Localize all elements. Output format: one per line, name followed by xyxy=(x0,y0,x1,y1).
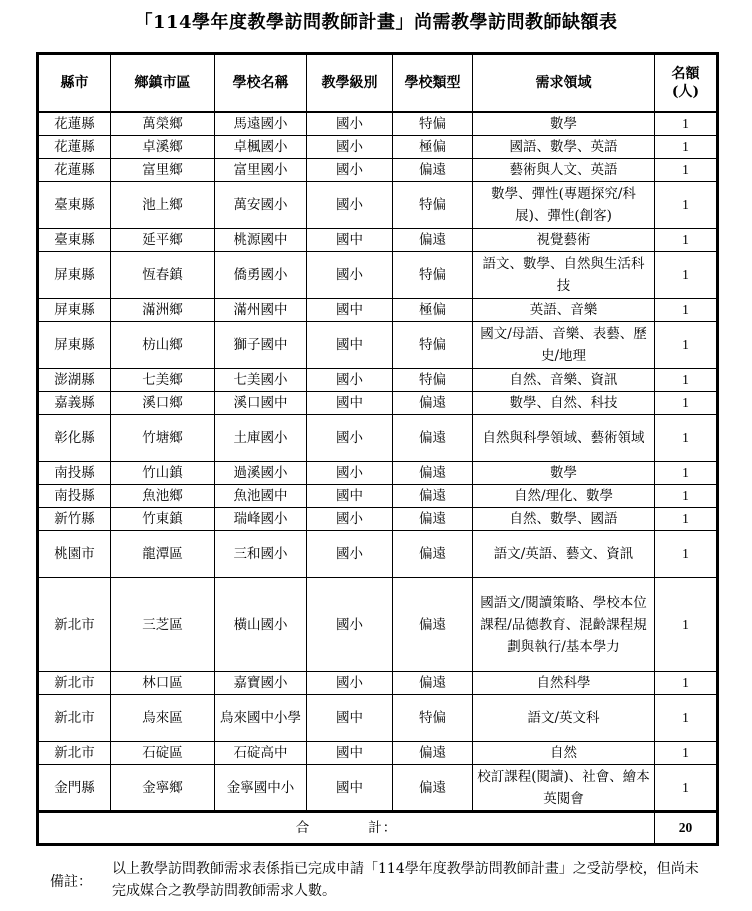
cell-subjects: 自然、音樂、資訊 xyxy=(473,369,655,392)
cell-school: 萬安國小 xyxy=(215,182,307,229)
cell-township: 富里鄉 xyxy=(111,159,215,182)
cell-level: 國小 xyxy=(307,369,393,392)
cell-school: 過溪國小 xyxy=(215,462,307,485)
cell-township: 烏來區 xyxy=(111,695,215,742)
cell-subjects: 視覺藝術 xyxy=(473,229,655,252)
cell-quota: 1 xyxy=(655,672,718,695)
cell-subjects: 自然與科學領域、藝術領域 xyxy=(473,415,655,462)
cell-type: 偏遠 xyxy=(393,415,473,462)
cell-quota: 1 xyxy=(655,695,718,742)
header-teaching-level: 教學級別 xyxy=(307,54,393,113)
cell-quota: 1 xyxy=(655,252,718,299)
cell-type: 偏遠 xyxy=(393,765,473,812)
cell-quota: 1 xyxy=(655,462,718,485)
cell-type: 偏遠 xyxy=(393,742,473,765)
cell-subjects: 語文/英文科 xyxy=(473,695,655,742)
cell-county: 南投縣 xyxy=(38,485,111,508)
header-county: 縣市 xyxy=(38,54,111,113)
cell-county: 新北市 xyxy=(38,695,111,742)
cell-county: 花蓮縣 xyxy=(38,159,111,182)
cell-county: 彰化縣 xyxy=(38,415,111,462)
cell-school: 瑞峰國小 xyxy=(215,508,307,531)
cell-level: 國小 xyxy=(307,136,393,159)
table-row xyxy=(38,229,718,252)
cell-level: 國小 xyxy=(307,159,393,182)
header-subject-needs: 需求領域 xyxy=(473,54,655,113)
cell-school: 橫山國小 xyxy=(215,578,307,672)
cell-quota: 1 xyxy=(655,531,718,578)
cell-township: 三芝區 xyxy=(111,578,215,672)
cell-level: 國中 xyxy=(307,299,393,322)
cell-school: 土庫國小 xyxy=(215,415,307,462)
cell-township: 林口區 xyxy=(111,672,215,695)
header-school-name: 學校名稱 xyxy=(215,54,307,113)
cell-subjects: 國語、數學、英語 xyxy=(473,136,655,159)
cell-level: 國中 xyxy=(307,742,393,765)
cell-type: 特偏 xyxy=(393,182,473,229)
cell-subjects: 國語文/閱讀策略、學校本位課程/品德教育、混齡課程規劃與執行/基本學力 xyxy=(473,578,655,672)
cell-subjects: 英語、音樂 xyxy=(473,299,655,322)
cell-type: 特偏 xyxy=(393,322,473,369)
table-row xyxy=(38,462,718,485)
cell-type: 偏遠 xyxy=(393,159,473,182)
cell-quota: 1 xyxy=(655,229,718,252)
header-school-type: 學校類型 xyxy=(393,54,473,113)
cell-level: 國中 xyxy=(307,485,393,508)
cell-township: 竹塘鄉 xyxy=(111,415,215,462)
cell-township: 龍潭區 xyxy=(111,531,215,578)
cell-subjects: 自然科學 xyxy=(473,672,655,695)
table-row xyxy=(38,322,718,369)
cell-type: 極偏 xyxy=(393,299,473,322)
table-row xyxy=(38,508,718,531)
cell-level: 國小 xyxy=(307,508,393,531)
cell-school: 溪口國中 xyxy=(215,392,307,415)
cell-school: 獅子國中 xyxy=(215,322,307,369)
cell-township: 池上鄉 xyxy=(111,182,215,229)
cell-county: 臺東縣 xyxy=(38,182,111,229)
table-row xyxy=(38,136,718,159)
table-row xyxy=(38,252,718,299)
cell-type: 特偏 xyxy=(393,252,473,299)
cell-subjects: 數學 xyxy=(473,462,655,485)
cell-township: 竹山鎮 xyxy=(111,462,215,485)
cell-county: 新北市 xyxy=(38,672,111,695)
footnote-text: 以上教學訪問教師需求表係指已完成申請「114學年度教學訪問教師計畫」之受訪學校，但尚未完成媒合之教學訪問教師需求人數。 xyxy=(112,861,699,899)
table-row xyxy=(38,578,718,672)
cell-type: 偏遠 xyxy=(393,462,473,485)
table-row xyxy=(38,392,718,415)
cell-school: 魚池國中 xyxy=(215,485,307,508)
cell-county: 新竹縣 xyxy=(38,508,111,531)
table-row xyxy=(38,765,718,812)
cell-township: 滿洲鄉 xyxy=(111,299,215,322)
cell-county: 新北市 xyxy=(38,578,111,672)
cell-quota: 1 xyxy=(655,578,718,672)
cell-township: 萬榮鄉 xyxy=(111,112,215,136)
cell-subjects: 國文/母語、音樂、表藝、歷史/地理 xyxy=(473,322,655,369)
cell-level: 國小 xyxy=(307,112,393,136)
cell-type: 偏遠 xyxy=(393,229,473,252)
cell-county: 花蓮縣 xyxy=(38,112,111,136)
cell-level: 國中 xyxy=(307,765,393,812)
cell-school: 滿州國中 xyxy=(215,299,307,322)
cell-subjects: 數學、彈性(專題探究/科展)、彈性(創客) xyxy=(473,182,655,229)
cell-quota: 1 xyxy=(655,299,718,322)
cell-type: 偏遠 xyxy=(393,392,473,415)
cell-quota: 1 xyxy=(655,322,718,369)
cell-subjects: 數學 xyxy=(473,112,655,136)
cell-school: 烏來國中小學 xyxy=(215,695,307,742)
table-row xyxy=(38,299,718,322)
cell-level: 國小 xyxy=(307,531,393,578)
cell-school: 卓楓國小 xyxy=(215,136,307,159)
table-row xyxy=(38,672,718,695)
cell-level: 國中 xyxy=(307,392,393,415)
cell-county: 新北市 xyxy=(38,742,111,765)
cell-type: 特偏 xyxy=(393,695,473,742)
cell-county: 屏東縣 xyxy=(38,299,111,322)
cell-school: 石碇高中 xyxy=(215,742,307,765)
cell-level: 國小 xyxy=(307,462,393,485)
cell-level: 國小 xyxy=(307,578,393,672)
cell-county: 花蓮縣 xyxy=(38,136,111,159)
table-header-row xyxy=(38,54,718,113)
cell-township: 卓溪鄉 xyxy=(111,136,215,159)
cell-quota: 1 xyxy=(655,369,718,392)
cell-quota: 1 xyxy=(655,136,718,159)
cell-school: 三和國小 xyxy=(215,531,307,578)
cell-quota: 1 xyxy=(655,112,718,136)
cell-subjects: 藝術與人文、英語 xyxy=(473,159,655,182)
cell-quota: 1 xyxy=(655,508,718,531)
total-row xyxy=(38,812,718,845)
cell-subjects: 數學、自然、科技 xyxy=(473,392,655,415)
cell-quota: 1 xyxy=(655,159,718,182)
header-quota: 名額 (人) xyxy=(655,54,718,113)
cell-type: 偏遠 xyxy=(393,485,473,508)
table-row xyxy=(38,485,718,508)
cell-quota: 1 xyxy=(655,415,718,462)
table-row xyxy=(38,182,718,229)
cell-level: 國小 xyxy=(307,252,393,299)
cell-level: 國小 xyxy=(307,672,393,695)
cell-county: 金門縣 xyxy=(38,765,111,812)
cell-quota: 1 xyxy=(655,485,718,508)
cell-subjects: 語文、數學、自然與生活科技 xyxy=(473,252,655,299)
cell-county: 澎湖縣 xyxy=(38,369,111,392)
table-row xyxy=(38,742,718,765)
cell-township: 恆春鎮 xyxy=(111,252,215,299)
cell-county: 桃園市 xyxy=(38,531,111,578)
cell-school: 馬遠國小 xyxy=(215,112,307,136)
cell-county: 南投縣 xyxy=(38,462,111,485)
cell-subjects: 自然/理化、數學 xyxy=(473,485,655,508)
cell-subjects: 校訂課程(閱讀)、社會、繪本英閱會 xyxy=(473,765,655,812)
cell-subjects: 自然、數學、國語 xyxy=(473,508,655,531)
table-row xyxy=(38,531,718,578)
cell-school: 桃源國中 xyxy=(215,229,307,252)
cell-quota: 1 xyxy=(655,742,718,765)
table-row xyxy=(38,369,718,392)
cell-level: 國中 xyxy=(307,229,393,252)
cell-school: 富里國小 xyxy=(215,159,307,182)
cell-quota: 1 xyxy=(655,765,718,812)
total-value: 20 xyxy=(655,812,718,845)
vacancy-table xyxy=(36,52,719,846)
table-body xyxy=(38,112,718,812)
cell-county: 屏東縣 xyxy=(38,252,111,299)
cell-school: 嘉寶國小 xyxy=(215,672,307,695)
cell-township: 延平鄉 xyxy=(111,229,215,252)
cell-county: 嘉義縣 xyxy=(38,392,111,415)
cell-type: 偏遠 xyxy=(393,578,473,672)
table-row xyxy=(38,415,718,462)
cell-township: 石碇區 xyxy=(111,742,215,765)
cell-township: 枋山鄉 xyxy=(111,322,215,369)
cell-type: 偏遠 xyxy=(393,672,473,695)
cell-type: 特偏 xyxy=(393,369,473,392)
cell-level: 國小 xyxy=(307,415,393,462)
cell-school: 七美國小 xyxy=(215,369,307,392)
cell-type: 偏遠 xyxy=(393,531,473,578)
cell-township: 魚池鄉 xyxy=(111,485,215,508)
footnote-label: 備註： xyxy=(50,874,92,890)
table-row xyxy=(38,695,718,742)
header-township: 鄉鎮市區 xyxy=(111,54,215,113)
cell-quota: 1 xyxy=(655,392,718,415)
cell-township: 七美鄉 xyxy=(111,369,215,392)
cell-township: 金寧鄉 xyxy=(111,765,215,812)
cell-level: 國中 xyxy=(307,695,393,742)
cell-township: 竹東鎮 xyxy=(111,508,215,531)
cell-subjects: 自然 xyxy=(473,742,655,765)
cell-county: 臺東縣 xyxy=(38,229,111,252)
cell-subjects: 語文/英語、藝文、資訊 xyxy=(473,531,655,578)
cell-type: 極偏 xyxy=(393,136,473,159)
total-label: 合 計： xyxy=(38,812,655,845)
footnote xyxy=(50,858,710,902)
cell-type: 特偏 xyxy=(393,112,473,136)
cell-school: 金寧國中小 xyxy=(215,765,307,812)
cell-level: 國中 xyxy=(307,322,393,369)
cell-school: 僑勇國小 xyxy=(215,252,307,299)
page-title: 「114學年度教學訪問教師計畫」尚需教學訪問教師缺額表 xyxy=(134,12,618,33)
cell-quota: 1 xyxy=(655,182,718,229)
table-row xyxy=(38,159,718,182)
cell-county: 屏東縣 xyxy=(38,322,111,369)
cell-type: 偏遠 xyxy=(393,508,473,531)
cell-level: 國小 xyxy=(307,182,393,229)
cell-township: 溪口鄉 xyxy=(111,392,215,415)
table-row xyxy=(38,112,718,136)
